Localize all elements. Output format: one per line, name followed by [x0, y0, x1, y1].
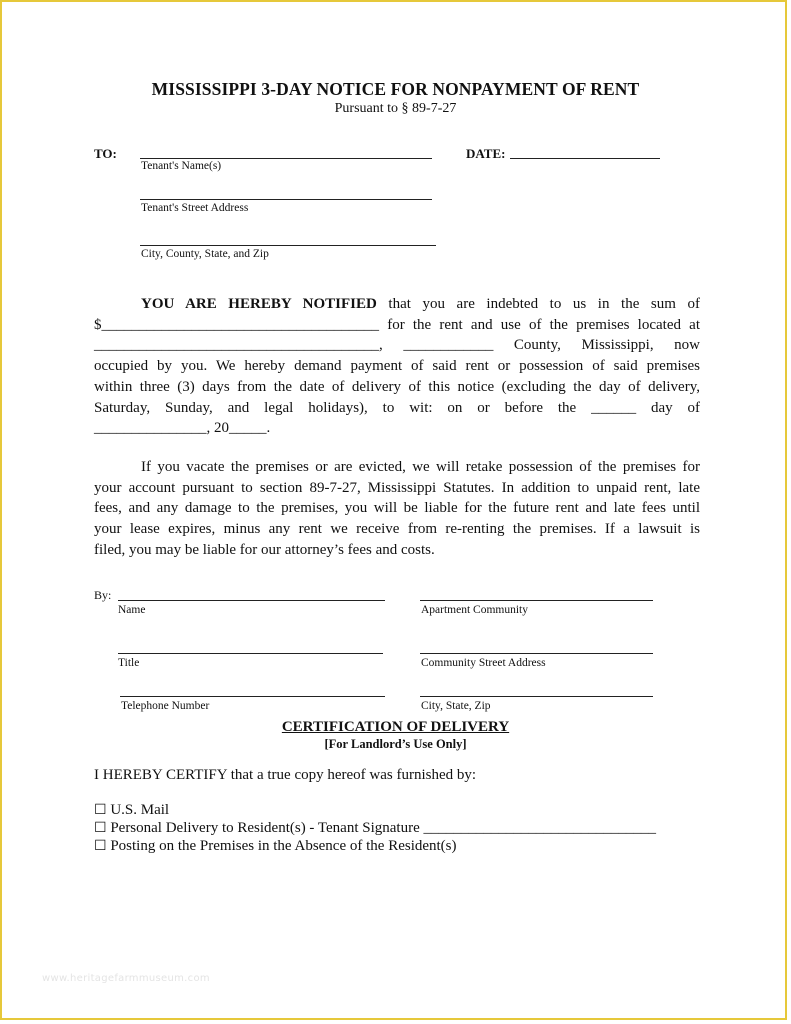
notice-lead-in: YOU ARE HEREBY NOTIFIED [141, 296, 377, 312]
delivery-option-label: U.S. Mail [110, 802, 170, 818]
notice-line-rest: that you are indebted to us in the sum of [376, 296, 700, 312]
community-street-line[interactable] [420, 653, 653, 654]
community-caption: Apartment Community [421, 604, 529, 616]
community-line[interactable] [420, 600, 653, 601]
vacate-paragraph [94, 457, 700, 561]
vacate-line: filed, you may be liable for our attorney’s fees and costs. [94, 541, 435, 558]
statute-subtitle: Pursuant to § 89-7-27 [334, 101, 457, 116]
name-caption: Name [118, 604, 146, 616]
checkbox-icon[interactable]: ☐ [94, 821, 107, 836]
name-signature-line[interactable] [118, 600, 385, 601]
notice-line: within three (3) days from the date of delivery of this notice (excluding the day of delivery, [94, 378, 700, 395]
phone-caption: Telephone Number [121, 700, 210, 712]
watermark-text: www.heritagefarmmuseum.com [42, 973, 210, 984]
by-label: By: [94, 588, 112, 602]
notice-line [94, 294, 700, 315]
checkbox-icon[interactable]: ☐ [94, 803, 107, 818]
date-label: DATE: [466, 146, 506, 161]
to-label: TO: [94, 146, 117, 161]
delivery-option-mail [94, 802, 169, 819]
street-address-caption: Tenant's Street Address [141, 202, 249, 214]
checkbox-icon[interactable]: ☐ [94, 839, 107, 854]
street-address-line[interactable] [140, 199, 432, 200]
title-line[interactable] [118, 653, 383, 654]
notice-line: $_____________________________________ for the rent and use of the premises located at [94, 316, 700, 333]
vacate-line: If you vacate the premises or are evicted, we will retake possession of the premises for [141, 459, 700, 475]
certification-statement: I HEREBY CERTIFY that a true copy hereof was furnished by: [94, 767, 477, 783]
delivery-option-posting [94, 838, 457, 855]
city-state-zip-line[interactable] [420, 696, 653, 697]
community-street-caption: Community Street Address [421, 657, 546, 669]
delivery-option-personal [94, 820, 656, 837]
notice-line: _______________, 20_____. [94, 420, 271, 437]
city-caption: City, County, State, and Zip [141, 248, 269, 260]
city-line[interactable] [140, 245, 436, 246]
notice-paragraph [94, 294, 700, 439]
delivery-option-label: Posting on the Premises in the Absence of the Resident(s) [110, 838, 457, 854]
notice-line: Saturday, Sunday, and legal holidays), to wit: on or before the ______ day of [94, 399, 700, 416]
vacate-line: fees, and any damage to the premises, you will be liable for the future rent and late fees until [94, 500, 700, 517]
delivery-option-label: Personal Delivery to Resident(s) - Tenant Signature _______________________________ [110, 820, 656, 836]
city-state-zip-caption: City, State, Zip [421, 700, 491, 712]
certification-title: CERTIFICATION OF DELIVERY [281, 719, 510, 735]
certification-subtitle: [For Landlord’s Use Only] [324, 737, 467, 751]
vacate-line: your account pursuant to section 89-7-27, Mississippi Statutes. In addition to unpaid rent, late [94, 479, 700, 496]
document-title: MISSISSIPPI 3-DAY NOTICE FOR NONPAYMENT OF RENT [151, 79, 640, 99]
notice-line: occupied by you. We hereby demand payment of said rent or possession of said premises [94, 358, 700, 375]
title-caption: Title [118, 657, 140, 669]
vacate-line: your lease expires, minus any rent we receive from re-renting the premises. If a lawsuit is [94, 521, 700, 538]
tenant-name-line[interactable] [140, 158, 432, 159]
phone-line[interactable] [120, 696, 385, 697]
notice-line: ______________________________________, ____________ County, Mississippi, now [94, 337, 700, 354]
date-line[interactable] [510, 158, 660, 159]
tenant-name-caption: Tenant's Name(s) [141, 160, 222, 172]
